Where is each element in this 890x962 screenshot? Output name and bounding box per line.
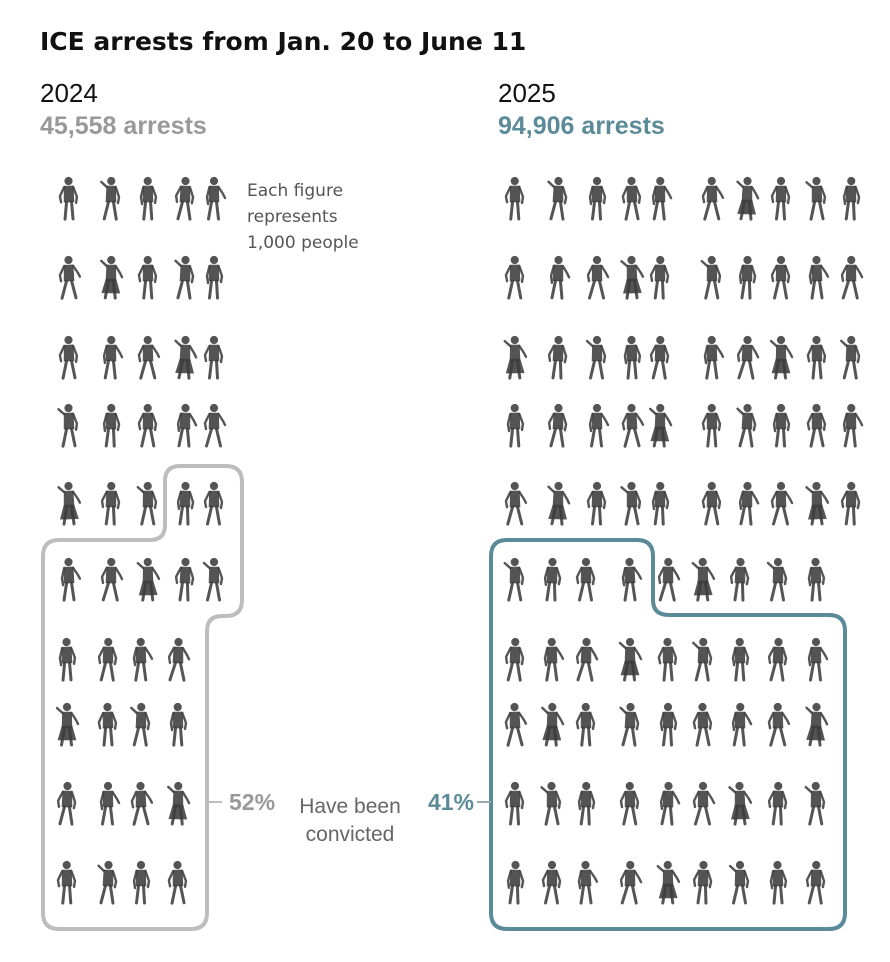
figure-2024-20 — [205, 404, 225, 446]
figure-2025-4 — [622, 177, 640, 219]
figure-2025-7 — [736, 177, 758, 219]
figure-2025-81 — [621, 782, 639, 824]
figure-2024-41 — [131, 782, 152, 824]
figure-2025-52 — [544, 558, 560, 600]
figure-2024-12 — [104, 336, 123, 378]
figure-2025-76 — [769, 703, 790, 745]
figure-2025-8 — [772, 177, 789, 219]
figure-2025-19 — [809, 256, 828, 298]
figure-2025-29 — [807, 336, 825, 378]
figure-2024-30 — [204, 558, 222, 600]
figure-2024-2 — [101, 177, 120, 219]
figure-2025-61 — [545, 638, 564, 680]
figure-2025-41 — [506, 482, 527, 524]
figure-2025-77 — [805, 703, 827, 745]
figure-2025-35 — [650, 404, 672, 446]
figure-2024-45 — [134, 861, 149, 903]
figure-2025-17 — [739, 256, 755, 298]
figure-2025-72 — [619, 703, 638, 745]
figure-2025-57 — [730, 558, 748, 600]
figure-2024-21 — [58, 482, 80, 524]
chart-title: ICE arrests from Jan. 20 to June 11 — [40, 27, 527, 56]
figure-2024-15 — [205, 336, 222, 378]
figure-2025-1 — [506, 177, 524, 219]
figure-2025-59 — [808, 558, 824, 600]
figure-2025-48 — [772, 482, 792, 524]
convicted-label-line-2: convicted — [305, 823, 395, 846]
figure-2025-16 — [702, 256, 721, 298]
figure-2024-40 — [101, 782, 119, 824]
figure-2024-18 — [139, 404, 157, 446]
figure-2025-5 — [653, 177, 672, 219]
figure-2024-35 — [57, 703, 78, 745]
figure-2025-32 — [548, 404, 566, 446]
figure-2025-27 — [737, 336, 758, 378]
figure-2025-90 — [621, 861, 642, 903]
figure-2025-30 — [841, 336, 860, 378]
figure-2025-28 — [771, 336, 792, 378]
figure-2025-9 — [806, 177, 825, 219]
figure-2024-37 — [131, 703, 150, 745]
figure-2025-79 — [541, 782, 560, 824]
figure-2024-46 — [168, 861, 186, 903]
figure-2025-24 — [624, 336, 640, 378]
figure-2025-67 — [768, 638, 786, 680]
figure-2024-43 — [58, 861, 76, 903]
figure-2025-39 — [807, 404, 825, 446]
figure-2025-20 — [842, 256, 863, 298]
figure-2025-34 — [622, 404, 643, 446]
figure-2025-21 — [505, 336, 527, 378]
figure-2024-25 — [205, 482, 222, 524]
figure-2025-43 — [588, 482, 605, 524]
figure-2025-47 — [739, 482, 758, 524]
arrests-count-2025: 94,906 arrests — [498, 112, 665, 140]
figure-2024-26 — [61, 558, 80, 600]
figure-2025-37 — [736, 404, 755, 446]
figure-2025-31 — [508, 404, 524, 446]
figure-2025-22 — [548, 336, 566, 378]
figure-2025-80 — [579, 782, 595, 824]
figure-2024-16 — [58, 404, 77, 446]
figure-2024-8 — [139, 256, 157, 298]
figure-2025-82 — [660, 782, 679, 824]
arrests-count-2024: 45,558 arrests — [40, 112, 207, 140]
figure-2025-91 — [658, 861, 680, 903]
figure-2025-54 — [622, 558, 641, 600]
figure-2024-7 — [101, 256, 123, 298]
figure-2025-36 — [703, 404, 721, 446]
figure-2024-5 — [207, 177, 225, 219]
figure-2025-94 — [770, 861, 786, 903]
figure-2025-56 — [693, 558, 715, 600]
figure-2025-63 — [620, 638, 641, 680]
figure-2025-55 — [659, 558, 680, 600]
figure-2025-58 — [768, 558, 786, 600]
year-label-2025: 2025 — [498, 78, 556, 108]
convicted-outline-2024 — [43, 466, 242, 929]
figure-2024-44 — [97, 861, 116, 903]
figure-2024-36 — [98, 703, 116, 745]
figure-2025-78 — [506, 782, 523, 824]
convicted-percent-2025: 41% — [427, 789, 474, 815]
figure-2025-86 — [806, 782, 825, 824]
figure-2025-14 — [621, 256, 643, 298]
figure-2025-69 — [505, 703, 526, 745]
figure-2025-66 — [733, 638, 749, 680]
figure-2025-44 — [621, 482, 640, 524]
figure-2024-34 — [168, 638, 189, 680]
figure-2024-10 — [207, 256, 222, 298]
unit-legend-line-3: 1,000 people — [247, 233, 359, 253]
figure-2025-40 — [844, 404, 863, 446]
figure-2025-10 — [844, 177, 860, 219]
figure-2025-92 — [693, 861, 711, 903]
figure-2025-95 — [807, 861, 825, 903]
figure-2024-38 — [171, 703, 187, 745]
unit-legend-line-1: Each figure — [247, 181, 344, 201]
figure-2024-6 — [59, 256, 80, 298]
figure-2024-14 — [174, 336, 196, 378]
figure-2025-83 — [694, 782, 714, 824]
figure-2024-22 — [102, 482, 120, 524]
figure-2024-42 — [168, 782, 190, 824]
figure-2025-89 — [578, 861, 597, 903]
figure-2024-3 — [141, 177, 157, 219]
figure-2024-19 — [177, 404, 196, 446]
figure-2024-23 — [138, 482, 157, 524]
figure-2025-38 — [774, 404, 789, 446]
figure-2025-73 — [661, 703, 676, 745]
figure-2024-4 — [175, 177, 193, 219]
figure-2025-88 — [543, 861, 560, 903]
figure-2025-70 — [542, 703, 564, 745]
figure-2025-50 — [842, 482, 860, 524]
figure-2024-28 — [138, 558, 160, 600]
figure-2024-32 — [99, 638, 117, 680]
figure-2025-60 — [506, 638, 524, 680]
figure-2025-25 — [651, 336, 669, 378]
figure-2025-12 — [550, 256, 569, 298]
figure-2025-85 — [769, 782, 787, 824]
figure-2024-17 — [104, 404, 120, 446]
figure-2024-24 — [177, 482, 193, 524]
figure-2025-84 — [729, 782, 751, 824]
figure-2025-33 — [590, 404, 608, 446]
figure-2025-93 — [730, 861, 748, 903]
figure-2024-11 — [59, 336, 77, 378]
unit-legend-line-2: represents — [247, 207, 338, 227]
figure-2025-26 — [705, 336, 724, 378]
year-label-2024: 2024 — [40, 78, 98, 108]
figure-2025-13 — [588, 256, 608, 298]
figure-2024-31 — [59, 638, 75, 680]
figure-2024-1 — [59, 177, 77, 219]
figure-2025-23 — [587, 336, 605, 378]
convicted-percent-2024: 52% — [229, 789, 276, 815]
figure-2024-33 — [134, 638, 153, 680]
figure-2025-45 — [653, 482, 669, 524]
figure-2024-13 — [139, 336, 160, 378]
figure-2025-62 — [576, 638, 597, 680]
figure-2025-87 — [507, 861, 523, 903]
figure-2025-15 — [651, 256, 669, 298]
figure-2025-74 — [693, 703, 711, 745]
figure-2025-42 — [547, 482, 569, 524]
figure-2024-29 — [175, 558, 193, 600]
convicted-label-line-1: Have been — [299, 795, 401, 818]
figure-2025-49 — [806, 482, 828, 524]
figure-2025-46 — [703, 482, 721, 524]
figure-2024-39 — [57, 782, 75, 824]
figure-2025-6 — [703, 177, 724, 219]
figure-2024-27 — [102, 558, 123, 600]
figure-2025-75 — [733, 703, 752, 745]
figure-2025-2 — [547, 177, 566, 219]
figure-2025-65 — [693, 638, 712, 680]
figure-2025-71 — [577, 703, 595, 745]
figure-2024-9 — [174, 256, 193, 298]
unit-legend — [247, 181, 359, 253]
figure-2025-64 — [658, 638, 676, 680]
figure-2025-18 — [772, 256, 789, 298]
figure-2025-68 — [809, 638, 827, 680]
figure-2025-11 — [506, 256, 524, 298]
figure-2025-3 — [590, 177, 605, 219]
figure-2025-51 — [505, 558, 524, 600]
figure-2025-53 — [577, 558, 594, 600]
